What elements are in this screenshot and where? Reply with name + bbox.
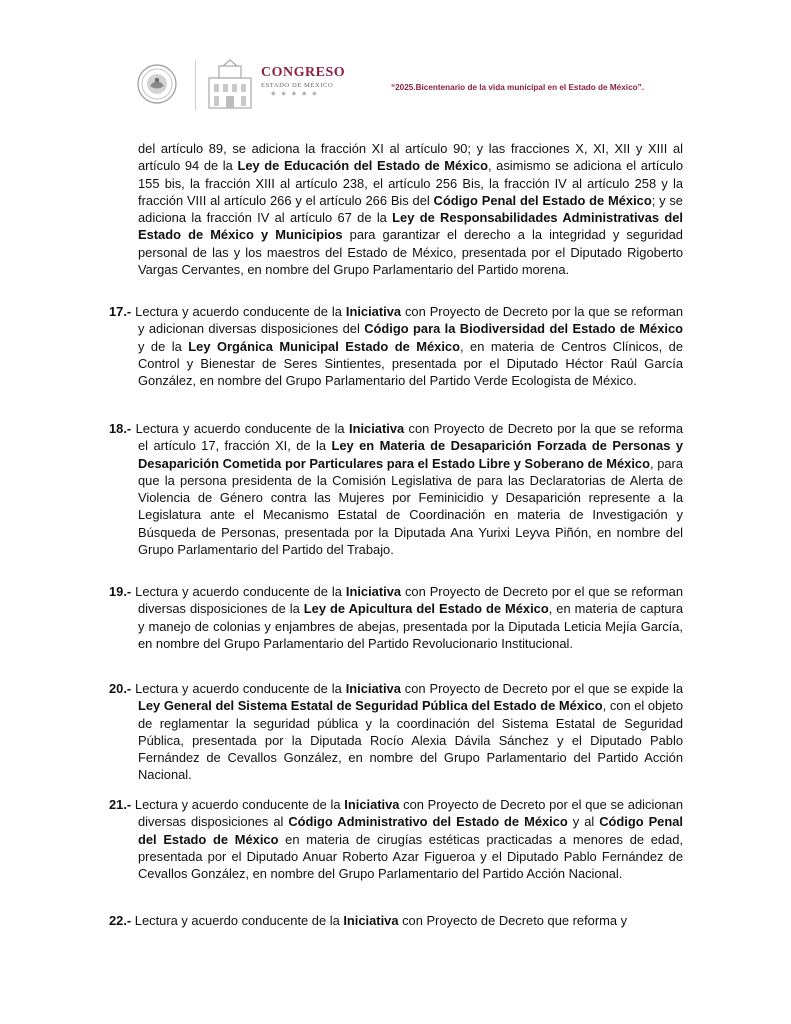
bold-reference: Iniciativa — [349, 421, 405, 436]
item-number: 22.- — [109, 913, 132, 928]
text-run: con Proyecto de Decreto por la que se reforma el artículo 17, fracción XI, de la — [138, 421, 683, 454]
text-run: con Proyecto de Decreto por el que se adicionan diversas disposiciones al — [138, 797, 683, 830]
item-number: 20.- — [109, 681, 132, 696]
bold-reference: Código Penal del Estado de México — [433, 192, 652, 208]
text-run: con Proyecto de Decreto por la que se reforman y adicionan diversas disposiciones del — [138, 304, 683, 337]
brand-ornament: ◈ ◈ ◈ ◈ ◈ — [271, 91, 319, 97]
text-run: , en materia de captura y manejo de colonias y enjambres de abejas, presentada por la Diputada Leticia Mejía García, en nombre del Grupo Parlamentario del Partido Revolucionario Institucional. — [138, 601, 683, 651]
bold-reference: Iniciativa — [343, 913, 399, 928]
agenda-item — [109, 796, 683, 882]
text-run: del artículo 89, se adiciona la fracción XI al artículo 90; y las fracciones X, XI, XII y XIII al artículo 94 de la — [138, 141, 683, 174]
header-divider — [195, 60, 196, 110]
bold-reference: Iniciativa — [345, 584, 402, 599]
item-number: 19.- — [109, 584, 132, 599]
text-run: , en materia de Centros Clínicos, de Control y Bienestar de Seres Sintientes, presentada por el Diputado Héctor Raúl García González, en nombre del Grupo Parlamentario del Partido Verde Ecologista de México. — [138, 338, 684, 388]
congress-building-icon — [205, 58, 255, 110]
brand-subtitle: ESTADO DE MÉXICO — [261, 82, 334, 89]
bold-reference: Iniciativa — [345, 304, 402, 319]
text-run: en materia de cirugías estéticas practicadas a menores de edad, presentada por el Diputado Anuar Roberto Azar Figueroa y el Diputado Pablo Fernández de Cevallos González, en nombre del Grupo Parlamentario del Partido Acción Nacional. — [138, 831, 684, 881]
continuation-paragraph — [138, 140, 683, 278]
text-run: para garantizar el derecho a la integridad y seguridad personal de las y los maestros del Estado de México, presentada por el Diputado Rigoberto Vargas Cervantes, en nombre del Grupo Parlamentario del Partido morena. — [138, 227, 683, 277]
agenda-item — [109, 680, 683, 784]
item-number: 21.- — [109, 797, 132, 812]
text-run: Lectura y acuerdo conducente de la — [131, 584, 346, 599]
text-run: Lectura y acuerdo conducente de la — [131, 913, 344, 928]
bold-reference: Ley en Materia de Desaparición Forzada de Personas y Desaparición Cometida por Particulares para el Estado Libre y Soberano de México — [138, 438, 683, 471]
item-number: 18.- — [109, 421, 132, 436]
brand-name: CONGRESO — [261, 65, 346, 80]
congress-brand — [261, 65, 345, 97]
agenda-item — [109, 420, 683, 558]
text-run: , con el objeto de reglamentar la seguridad pública y la coordinación del Sistema Estatal de Seguridad Pública, presentada por la Diputada Rocío Alexia Dávila Sánchez y el Diputado Pablo Fernández de Cevallos González, en nombre del Grupo Parlamentario del Partido Acción Nacional. — [138, 698, 683, 783]
state-seal-icon — [137, 64, 177, 104]
bold-reference: Ley General del Sistema Estatal de Seguridad Pública del Estado de México — [138, 698, 603, 714]
bold-reference: Código Penal del Estado de México — [138, 814, 683, 847]
text-run: con Proyecto de Decreto que reforma y — [398, 913, 628, 928]
bold-reference: Ley Orgánica Municipal Estado de México — [188, 338, 460, 354]
item-number: 17.- — [109, 304, 132, 319]
text-run: con Proyecto de Decreto por el que se expide la — [400, 681, 683, 696]
text-run: Lectura y acuerdo conducente de la — [131, 797, 345, 812]
bold-reference: Ley de Educación del Estado de México — [237, 158, 488, 174]
text-run: y al — [567, 814, 600, 830]
bold-reference: Código para la Biodiversidad del Estado de México — [364, 321, 683, 337]
text-run: , para que la persona presidenta de la Comisión Legislativa de para las Declaratorias de Alerta de Violencia de Género contra las Mujeres por Feminicidio y Desaparición represente a la Legislatura ante el Mecanismo Estatal de Coordinación en materia de Investigación y Búsqueda de Personas, presentada por la Diputada Ana Yurixi Leyva Piñón, en nombre del Grupo Parlamentario del Partido del Trabajo. — [138, 455, 683, 557]
text-run: ; y se adiciona la fracción IV al artículo 67 de la — [138, 192, 683, 225]
agenda-item — [109, 303, 683, 389]
header-motto: “2025.Bicentenario de la vida municipal en el Estado de México”. — [391, 83, 644, 92]
bold-reference: Ley de Apicultura del Estado de México — [303, 601, 549, 617]
text-run: , asimismo se adiciona el artículo 155 bis, la fracción XIII al artículo 238, el artículo 256 Bis, la fracción IV al artículo 258 y la fracción VIII al artículo 266 y el artículo 266 Bis del — [138, 158, 683, 208]
agenda-item — [109, 583, 683, 652]
text-run: Lectura y acuerdo conducente de la — [131, 681, 346, 696]
bold-reference: Iniciativa — [345, 681, 401, 696]
text-run: Lectura y acuerdo conducente de la — [131, 421, 349, 436]
text-run: Lectura y acuerdo conducente de la — [131, 304, 346, 319]
text-run: con Proyecto de Decreto por el que se reforman diversas disposiciones de la — [138, 584, 683, 617]
agenda-item — [109, 912, 683, 929]
bold-reference: Ley de Responsabilidades Administrativas del Estado de México y Municipios — [138, 210, 684, 243]
bold-reference: Código Administrativo del Estado de México — [288, 814, 568, 830]
page-header — [0, 0, 791, 120]
bold-reference: Iniciativa — [344, 797, 400, 812]
text-run: y de la — [138, 338, 189, 354]
